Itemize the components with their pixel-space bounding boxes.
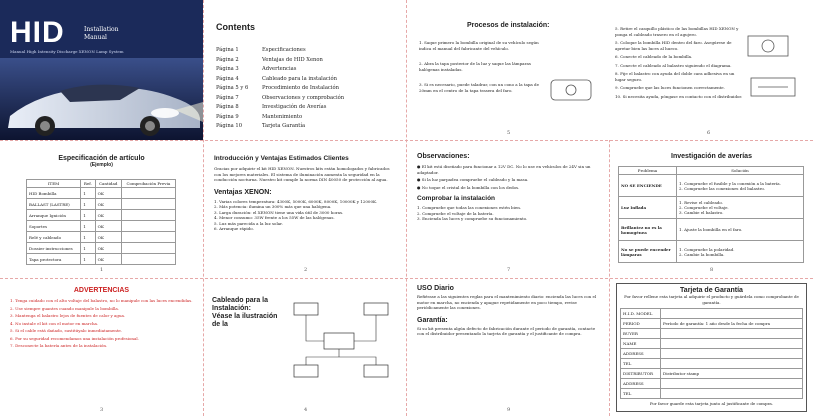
card-value [661, 389, 803, 399]
contents-label: Mantenimiento [262, 113, 303, 120]
headlight-illustration [743, 30, 803, 120]
check-item: 3. Encienda las luces y compruebe su funcionamiento. [417, 216, 528, 221]
warnings-list [10, 298, 193, 349]
contents-page: Página 8 [216, 104, 239, 110]
card-value [661, 329, 803, 339]
spec-cell: OK [95, 210, 121, 221]
contents-page: Página 10 [216, 123, 243, 129]
cover-tagline: Manual High Intensity Discharge XENON Lamp System [10, 49, 124, 54]
advantage-item: 1. Varias colores temperatura: 4300K, 5000K, 6000K, 8000K, 10000K y 12000K. [214, 198, 378, 204]
spec-cell [121, 232, 175, 243]
advantages-list [214, 199, 396, 232]
observation-item: ● No toque el cristal de la bombilla con los dedos. [417, 184, 520, 190]
install-steps-right [615, 26, 745, 102]
intro-body: Gracias por adquirir el kit HID XENON. Nuestros kits están homologados y fabricados con los mejores materiales. El sistema de iluminación aumenta la seguridad en la conducción nocturna. Nuestro kit cumple la norma DIN 40050 de protección al agua. [214, 166, 390, 182]
spec-cell: 1 [81, 210, 95, 221]
spec-header: Ref. [81, 180, 95, 188]
install-step: 6. Conecte el cableado de la bombilla. [615, 54, 693, 59]
advantage-item: 5. Luz más parecida a la luz solar. [214, 220, 283, 226]
spec-cell: OK [95, 221, 121, 232]
problem-cell: Brillantez no es la homogénea [619, 219, 677, 241]
observation-item: ● El kit está diseñado para funcionar a 12V DC. No lo use en vehículos de 24V sin un adaptador. [417, 164, 591, 175]
contents-row [216, 46, 394, 56]
warning-item: 2. Use siempre guantes cuando manipule la bombilla. [10, 305, 120, 311]
contents-row [216, 56, 394, 66]
card-label: H.I.D. MODEL [621, 309, 661, 319]
install-step: 5. Coloque la bombilla HID dentro del faro. Asegúrese de apretar bien las luces al hueco. [615, 40, 732, 51]
check-list [417, 205, 599, 222]
solution-cell: 1. Compruebe el fusible y la conexión a la batería. 2. Compruebe las conexiones del balastro. [677, 175, 804, 197]
page-number: 8 [710, 267, 714, 273]
wiring-subtitle: Véase la ilustración de la [212, 313, 278, 328]
check-item: 1. Compruebe que todas las conexiones estén bien. [417, 205, 522, 210]
install-step: 2. Abra la tapa posterior de la luz y saque las lámparas halógenas instaladas. [419, 61, 531, 72]
card-value [661, 339, 803, 349]
spec-cell: OK [95, 254, 121, 265]
contents-page: Página 7 [216, 94, 239, 101]
problem-cell: NO SE ENCIENDE [619, 175, 677, 197]
page-number: 3 [100, 407, 104, 413]
observations-panel [407, 141, 609, 278]
card-label: BUYER [621, 329, 661, 339]
usage-body: Refiérase a las siguientes reglas para el mantenimiento diario: encienda las luces con el motor en marcha, no encienda y apague repetidamente en poco tiempo, revise periódicamente las conexiones. [417, 294, 597, 310]
spec-cell: 1 [81, 199, 95, 210]
intro-title: Introducción y Ventajas Estimados Clientes [214, 155, 349, 162]
card-value [661, 359, 803, 369]
warranty-card-note: Por favor rellene esta tarjeta al adquirir el producto y guárdela como comprobante de garantía. [624, 294, 799, 305]
contents-panel [204, 0, 406, 140]
spec-header: Comprobación Previa [121, 180, 175, 188]
install-step: 9. Compruebe que las luces funcionen correctamente. [615, 85, 725, 90]
card-value: Período de garantía: 1 año desde la fecha de compra [661, 319, 803, 329]
spec-cell: 1 [81, 254, 95, 265]
spec-cell [121, 254, 175, 265]
warnings-panel [0, 279, 203, 416]
troubleshooting-table [618, 166, 804, 263]
contents-title: Contents [216, 22, 255, 32]
install-step: 8. Fije el balastro con ayuda del doble cara adhesiva en un lugar seguro. [615, 71, 735, 82]
spec-cell: 1 [81, 243, 95, 254]
spec-cell [121, 210, 175, 221]
spec-cell: 1 [81, 188, 95, 199]
problem-cell: No se puede encender lámparas [619, 241, 677, 263]
advantages-title: Ventajas XENON: [214, 188, 272, 196]
cover-panel [0, 0, 203, 140]
contents-page: Página 2 [216, 56, 239, 63]
page-number: 5 [507, 130, 511, 136]
solution-cell: 1. Compruebe la polaridad. 2. Cambie la bombilla. [677, 241, 804, 263]
spec-cell: Arranque Ignición [27, 210, 81, 221]
bulb-illustration [547, 70, 597, 110]
card-label: ADDRESS [621, 379, 661, 389]
troubleshooting-panel [610, 141, 813, 278]
intro-panel [204, 141, 406, 278]
solution-cell: 1. Revise el cableado. 2. Compruebe el voltaje. 3. Cambie el balastro. [677, 197, 804, 219]
warnings-title: ADVERTENCIAS [73, 287, 130, 294]
spec-subtitle: (Ejemplo) [90, 162, 113, 168]
spec-header: ITEM [27, 180, 81, 188]
check-title: Comprobar la instalación [417, 195, 496, 202]
card-value [661, 379, 803, 389]
contents-page: Página 3 [216, 66, 239, 72]
page-number: 1 [100, 267, 104, 273]
cover-subtitle: Installation [84, 26, 119, 33]
page-number: 4 [304, 407, 308, 413]
warning-item: 7. Desconecte la batería antes de la instalación. [10, 343, 108, 348]
spec-cell: HID Bombilla [27, 188, 81, 199]
contents-row [216, 122, 394, 132]
card-label: DISTRIBUTOR [621, 369, 661, 379]
contents-list [216, 46, 394, 132]
spec-cell [121, 243, 175, 254]
warranty-title: Garantía: [417, 316, 448, 324]
contents-page: Página 1 [216, 47, 239, 53]
contents-row [216, 75, 394, 85]
card-value [661, 349, 803, 359]
wiring-diagram [284, 293, 402, 403]
troubleshooting-title: Investigación de averías [671, 153, 752, 160]
contents-row [216, 94, 394, 104]
contents-label: Investigación de Averías [262, 104, 327, 110]
install-step: 5. Retire el casquillo plástico de las bombillas HID XENON y ponga el cableado trasero en el agujero. [615, 26, 739, 37]
install-step: 7. Conecte el cableado al balastro siguiendo el diagrama. [615, 62, 732, 68]
card-label: ADDRESS [621, 349, 661, 359]
advantage-item: 6. Arranque rápido. [214, 226, 254, 231]
contents-label: Tarjeta Garantía [262, 123, 306, 129]
warranty-card-title: Tarjeta de Garantía [680, 287, 743, 294]
wiring-title: Cableado para la Instalación: [212, 297, 269, 312]
page-number: 7 [507, 267, 511, 273]
troubleshooting-header: Problema [619, 167, 677, 175]
warning-item: 5. Si el cable está dañado, sustitúyalo inmediatamente. [10, 328, 123, 333]
page-number: 6 [707, 130, 711, 136]
spec-cell: OK [95, 243, 121, 254]
observations-title: Observaciones: [417, 153, 470, 160]
spec-cell: OK [95, 188, 121, 199]
warning-item: 6. Por su seguridad recomendamos una instalación profesional. [10, 335, 139, 341]
spec-cell: OK [95, 199, 121, 210]
wiring-panel [204, 279, 406, 416]
contents-label: Cableado para la instalación [262, 75, 337, 82]
warranty-card-footer: Por favor guarde esta tarjeta junto al justificante de compra. [649, 401, 774, 406]
spec-cell [121, 188, 175, 199]
spec-cell: BALLAST (LASTRE) [27, 199, 81, 210]
spec-cell: Dossier instrucciones [27, 243, 81, 254]
observation-item: ● Si la luz parpadea compruebe el cableado y la masa. [417, 177, 529, 182]
contents-row [216, 65, 394, 75]
contents-page: Página 9 [216, 113, 239, 120]
solution-cell: 1. Ajuste la bombilla en el faro. [677, 219, 804, 241]
warning-item: 4. No instale el kit con el motor en marcha. [10, 320, 99, 326]
card-label: TEL [621, 359, 661, 369]
contents-row [216, 84, 394, 94]
card-label: NAME [621, 339, 661, 349]
advantage-item: 2. Más potencia: ilumina un 300% más que una halógena. [214, 204, 332, 209]
warranty-card-panel [610, 279, 813, 416]
contents-label: Procedimiento de Instalación [262, 85, 339, 91]
spec-cell: Soportes [27, 221, 81, 232]
problem-cell: Luz Inflada [619, 197, 677, 219]
install-title: Procesos de instalación: [467, 22, 550, 29]
spec-header: Cantidad [95, 180, 121, 188]
warning-item: 3. Mantenga el balastro lejos de fuentes de calor y agua. [10, 313, 126, 318]
page-number: 9 [507, 407, 511, 413]
card-value: Distributor stamp [661, 369, 803, 379]
contents-row [216, 103, 394, 113]
spec-table [26, 179, 176, 265]
cover-subtitle: Manual [84, 34, 107, 41]
page-number: 2 [304, 267, 308, 273]
warning-item: 1. Tenga cuidado con el alto voltaje del balastro, no lo manipule con las luces encendidas. [10, 298, 193, 303]
install-step: 3. Si es necesario, puede taladrar, con un cono a la tapa de 20mm en el centro de la tapa trasera del faro. [419, 82, 539, 93]
advantage-item: 4. Menor consumo: 35W frente a los 55W de las halógenas. [214, 215, 335, 220]
contents-label: Ventajas de HID Xenon [262, 56, 323, 63]
brand-logo: HID [10, 16, 65, 49]
usage-title: USO Diario [417, 285, 454, 292]
card-value [661, 309, 803, 319]
contents-label: Especificaciones [262, 47, 306, 53]
spec-title: Especificación de artículo [58, 155, 145, 162]
usage-panel [407, 279, 609, 416]
spec-cell: 1 [81, 232, 95, 243]
warranty-card-table [620, 308, 803, 399]
card-label: PERIOD [621, 319, 661, 329]
spec-cell [121, 221, 175, 232]
install-step: 1. Saque primero la bombilla original de su vehículo según indica el manual del fabricante del vehículo. [419, 40, 539, 51]
check-item: 2. Compruebe el voltaje de la batería. [417, 210, 494, 216]
warranty-card [616, 283, 807, 412]
spec-cell: OK [95, 232, 121, 243]
warranty-body: Si su kit presenta algún defecto de fabricación durante el periodo de garantía, contacte con el distribuidor presentando la tarjeta de garantía y el justificante de compra. [417, 325, 596, 336]
install-step: 10. Si necesita ayuda, póngase en contacto con el distribuidor. [615, 93, 743, 99]
contents-label: Observaciones y comprobación [262, 94, 345, 101]
spec-cell [121, 199, 175, 210]
spec-panel [0, 141, 203, 278]
install-panel [407, 0, 813, 140]
advantage-item: 3. Larga duración: el XENON tiene una vida útil de 3000 horas. [214, 209, 344, 215]
car-image [0, 58, 203, 140]
contents-page: Página 5 y 6 [216, 85, 249, 91]
spec-cell: Relé y cableado [27, 232, 81, 243]
observations-list [417, 164, 599, 190]
spec-cell: Tapa protectora [27, 254, 81, 265]
card-label: TEL [621, 389, 661, 399]
contents-page: Página 4 [216, 75, 239, 82]
contents-row [216, 113, 394, 123]
troubleshooting-header: Solución [677, 167, 804, 175]
contents-label: Advertencias [262, 66, 297, 72]
spec-cell: 1 [81, 221, 95, 232]
